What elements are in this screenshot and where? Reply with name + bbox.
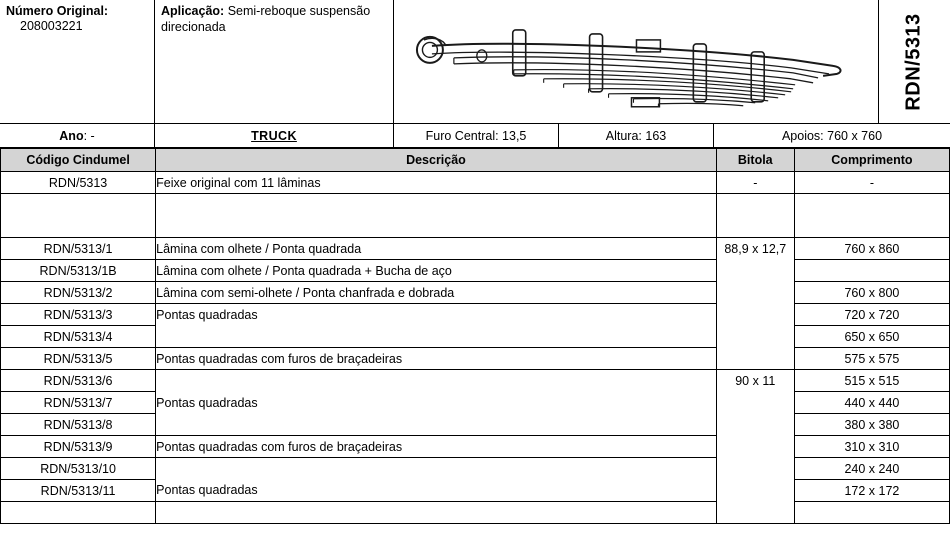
supports-cell: Apoios: 760 x 760 [781, 128, 883, 143]
cell-description [156, 502, 717, 524]
table-body [1, 172, 950, 524]
cell-code: RDN/5313/1B [1, 260, 156, 282]
cell-comprimento: 240 x 240 [794, 458, 949, 480]
cell-description: Feixe original com 11 lâminas [156, 172, 717, 194]
cell-description: Lâmina com semi-olhete / Ponta chanfrada e dobrada [156, 282, 717, 304]
cell-description [156, 458, 717, 480]
cell-comprimento: 380 x 380 [794, 414, 949, 436]
cell-bitola [716, 480, 794, 502]
cell-code: RDN/5313/8 [1, 414, 156, 436]
table-row [1, 304, 950, 326]
table-row-blank [1, 502, 950, 524]
cell-comprimento: 440 x 440 [794, 392, 949, 414]
vehicle-type-cell [155, 124, 394, 147]
cell-bitola [716, 348, 794, 370]
leaf-spring-drawing-icon [394, 0, 878, 123]
cell-description [156, 194, 717, 216]
table-row [1, 172, 950, 194]
cell-bitola [716, 392, 794, 414]
cell-description: Pontas quadradas [156, 392, 717, 414]
drawing-cell [394, 0, 879, 123]
cell-bitola [716, 194, 794, 216]
cell-bitola [716, 326, 794, 348]
part-code-value: RDN/5313 [902, 12, 925, 111]
cell-bitola [716, 260, 794, 282]
cell-comprimento [794, 216, 949, 238]
cell-comprimento [794, 502, 949, 524]
table-row [1, 348, 950, 370]
table-row-blank [1, 216, 950, 238]
year-label: Ano [59, 128, 84, 143]
cell-code: RDN/5313/2 [1, 282, 156, 304]
table-row [1, 326, 950, 348]
application-cell [155, 0, 394, 123]
vehicle-type-value: TRUCK [251, 128, 297, 143]
table-row [1, 392, 950, 414]
cell-comprimento: 310 x 310 [794, 436, 949, 458]
cell-description: Lâmina com olhete / Ponta quadrada + Bucha de aço [156, 260, 717, 282]
cell-code: RDN/5313/7 [1, 392, 156, 414]
cell-comprimento: - [794, 172, 949, 194]
cell-code: RDN/5313/11 [1, 480, 156, 502]
cell-code: RDN/5313/1 [1, 238, 156, 260]
cell-bitola [716, 216, 794, 238]
cell-bitola [716, 304, 794, 326]
cell-bitola [716, 458, 794, 480]
cell-code: RDN/5313/10 [1, 458, 156, 480]
cell-bitola [716, 436, 794, 458]
cell-code: RDN/5313/3 [1, 304, 156, 326]
original-number-label: Número Original: [6, 4, 109, 18]
table-row [1, 458, 950, 480]
table-row [1, 414, 950, 436]
col-header-comprimento: Comprimento [794, 149, 949, 172]
cell-comprimento [794, 194, 949, 216]
cell-code [1, 502, 156, 524]
original-number-cell [0, 0, 155, 123]
table-row [1, 260, 950, 282]
col-header-desc: Descrição [156, 149, 717, 172]
cell-comprimento: 760 x 800 [794, 282, 949, 304]
cell-code: RDN/5313/5 [1, 348, 156, 370]
cell-bitola: - [716, 172, 794, 194]
cell-comprimento: 650 x 650 [794, 326, 949, 348]
cell-description: Pontas quadradas [156, 304, 717, 326]
application-value: Semi-reboque suspensão direcionada [161, 4, 371, 34]
cell-comprimento: 760 x 860 [794, 238, 949, 260]
cell-description: Pontas quadradas com furos de braçadeiras [156, 436, 717, 458]
cell-description: Pontas quadradas [156, 480, 717, 502]
cell-code: RDN/5313/4 [1, 326, 156, 348]
cell-code: RDN/5313 [1, 172, 156, 194]
cell-bitola: 90 x 11 [716, 370, 794, 392]
cell-code [1, 194, 156, 216]
height-cell: Altura: 163 [559, 124, 714, 147]
cell-description [156, 216, 717, 238]
parts-table [0, 148, 950, 524]
col-header-bitola: Bitola [716, 149, 794, 172]
cell-bitola [716, 414, 794, 436]
cell-description: Pontas quadradas com furos de braçadeiras [156, 348, 717, 370]
cell-description [156, 370, 717, 392]
cell-bitola [716, 282, 794, 304]
table-header-row [1, 149, 950, 172]
cell-description [156, 326, 717, 348]
cell-code: RDN/5313/9 [1, 436, 156, 458]
table-row [1, 370, 950, 392]
cell-comprimento: 720 x 720 [794, 304, 949, 326]
cell-bitola: 88,9 x 12,7 [716, 238, 794, 260]
original-number-value: 208003221 [20, 19, 83, 33]
cell-code: RDN/5313/6 [1, 370, 156, 392]
table-row [1, 480, 950, 502]
cell-comprimento [794, 260, 949, 282]
info-strip [0, 124, 950, 148]
application-label: Aplicação: [161, 4, 225, 18]
table-row-blank [1, 194, 950, 216]
header-block [0, 0, 950, 124]
cell-comprimento: 575 x 575 [794, 348, 949, 370]
year-cell [0, 124, 155, 147]
table-row [1, 238, 950, 260]
cell-code [1, 216, 156, 238]
col-header-code: Código Cindumel [1, 149, 156, 172]
cell-description [156, 414, 717, 436]
cell-description: Lâmina com olhete / Ponta quadrada [156, 238, 717, 260]
cell-comprimento: 172 x 172 [794, 480, 949, 502]
cell-bitola [716, 502, 794, 524]
table-row [1, 282, 950, 304]
center-hole-cell: Furo Central: 13,5 [394, 124, 559, 147]
cell-comprimento: 515 x 515 [794, 370, 949, 392]
year-value: : - [83, 128, 95, 143]
table-row [1, 436, 950, 458]
part-code-cell [879, 0, 949, 123]
